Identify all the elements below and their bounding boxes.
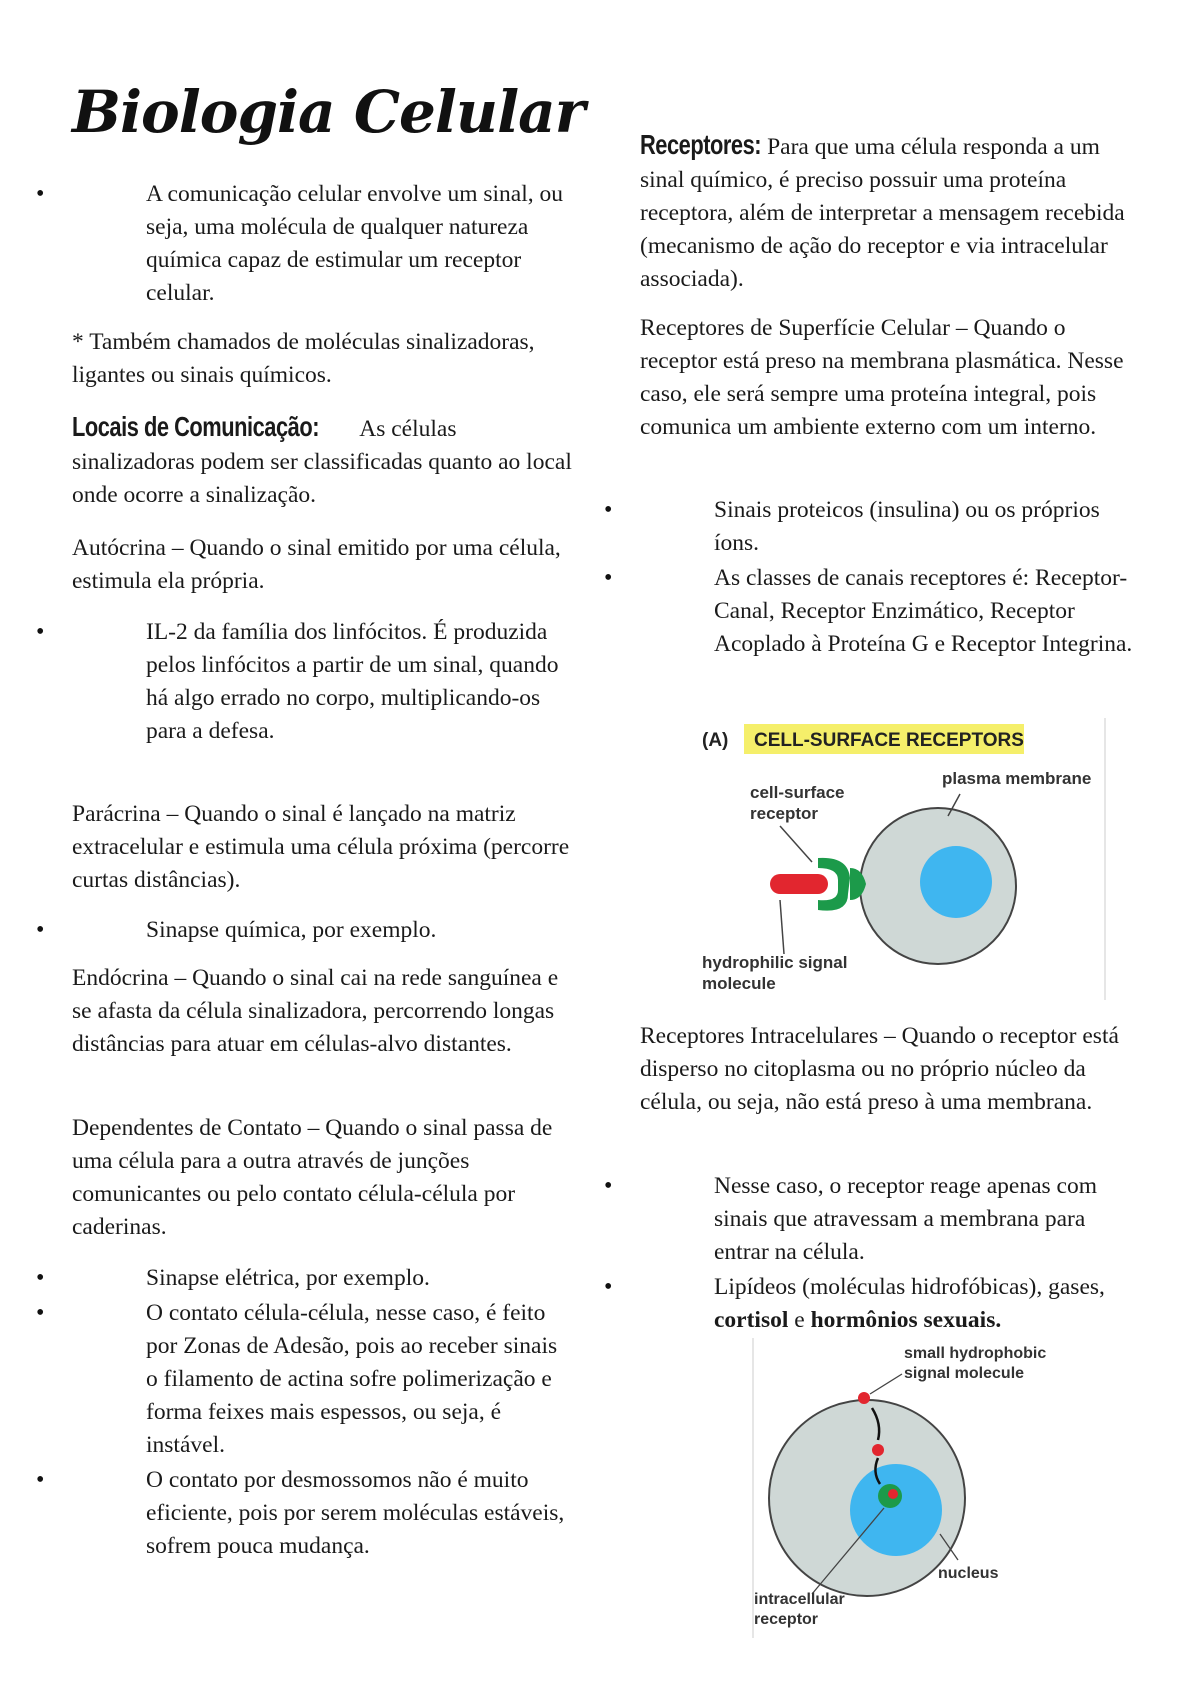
nucleus-shape [920,846,992,918]
locais-paragraph [72,410,572,512]
intra-bullet2-text: Lipídeos (moléculas hidrofóbicas), gases, [714,1274,1105,1300]
signal-pointer [780,900,784,954]
label-intracellular-line2: receptor [754,1611,819,1628]
receptor-pointer [780,826,812,862]
nucleus-shape [850,1464,942,1556]
superficie-paragraph: Receptores de Superfície Celular – Quando o receptor está preso na membrana plasmática. Nesse caso, ele será sempre uma proteína integral, pois comunica um ambiente externo com um interno. [640,315,1124,440]
bound-signal [888,1489,898,1499]
cell-surface-receptors-figure [700,718,1112,1000]
endocrina-paragraph: Endócrina – Quando o sinal cai na rede sanguínea e se afasta da célula sinalizadora, percorrendo longas distâncias para atuar em células-alvo distantes. [72,965,559,1057]
receptores-paragraph [640,128,1140,296]
section-heading-locais: Locais de Comunicação: [72,411,320,442]
receptores-text: Para que uma célula responda a um sinal químico, é preciso possuir uma proteína receptora, além de interpretar a mensagem recebida (mecanismo de ação do receptor e via intracelular associada). [640,134,1125,292]
label-small-signal-line2: signal molecule [904,1365,1025,1382]
locais-text: As células sinalizadoras podem ser classificadas quanto ao local onde ocorre a sinalização. [72,416,572,508]
list-item: • Sinapse elétrica, por exemplo. [72,1262,572,1295]
contato-list [72,1262,572,1563]
autocrina-list [72,616,572,748]
signal-pointer [870,1374,902,1394]
contato-paragraph: Dependentes de Contato – Quando o sinal passa de uma célula para a outra através de junções comunicantes ou pelo contato célula-célula por caderinas. [72,1115,553,1240]
section-heading-receptores: Receptores: [640,129,762,160]
autocrina-paragraph: Autócrina – Quando o sinal emitido por uma célula, estimula ela própria. [72,535,561,594]
list-item: • IL-2 da família dos linfócitos. É produzida pelos linfócitos a partir de um sinal, quando há algo errado no corpo, multiplicando-os para a defesa. [72,616,572,748]
list-item: • O contato por desmossomos não é muito eficiente, pois por serem moléculas estáveis, sofrem pouca mudança. [72,1464,572,1563]
label-intracellular-line1: intracellular [754,1591,845,1608]
signal-molecule-outside [858,1392,870,1404]
list-item: • Sinapse química, por exemplo. [72,914,572,947]
label-signal-line2: molecule [702,974,776,993]
figure-edge [1104,718,1106,1000]
intracelulares-paragraph: Receptores Intracelulares – Quando o receptor está disperso no citoplasma ou no próprio núcleo da célula, ou seja, não está preso à uma membrana. [640,1023,1119,1115]
list-item: • A comunicação celular envolve um sinal, ou seja, uma molécula de qualquer natureza química capaz de estimular um receptor celular. [72,178,572,310]
conjunction-text: e [794,1307,805,1333]
cortisol-text: cortisol [714,1307,789,1333]
intracelulares-list [640,1170,1140,1337]
signal-molecule-shape [770,874,828,894]
list-item: • O contato célula-célula, nesse caso, é feito por Zonas de Adesão, pois ao receber sinais o filamento de actina sofre polimerização e forma feixes mais espessos, ou seja, é instável. [72,1297,572,1462]
intro-list [72,178,572,310]
banner-title: CELL-SURFACE RECEPTORS [754,730,1024,751]
label-plasma-membrane: plasma membrane [942,769,1092,788]
label-receptor-line2: receptor [750,804,819,823]
hormonios-text: hormônios sexuais. [810,1307,1002,1333]
list-item: • Sinais proteicos (insulina) ou os próprios íons. [640,494,1140,560]
superficie-list [640,494,1140,661]
panel-label: (A) [702,730,729,751]
intracellular-receptors-figure [752,1338,1062,1638]
paracrina-paragraph: Parácrina – Quando o sinal é lançado na matriz extracelular e estimula uma célula próxima (percorre curtas distâncias). [72,801,570,893]
note-paragraph: * Também chamados de moléculas sinalizadoras, ligantes ou sinais químicos. [72,329,535,388]
label-receptor-line1: cell-surface [750,783,845,802]
page-title: Biologia Celular [72,78,585,146]
list-item [640,1271,1140,1337]
list-item: • Nesse caso, o receptor reage apenas com sinais que atravessam a membrana para entrar na célula. [640,1170,1140,1269]
paracrina-list [72,914,572,947]
label-nucleus: nucleus [938,1565,999,1582]
signal-molecule-cytoplasm [872,1444,884,1456]
list-item: • As classes de canais receptores é: Receptor-Canal, Receptor Enzimático, Receptor Acoplado à Proteína G e Receptor Integrina. [640,562,1140,661]
label-signal-line1: hydrophilic signal [702,953,848,972]
label-small-signal-line1: small hydrophobic [904,1345,1047,1362]
